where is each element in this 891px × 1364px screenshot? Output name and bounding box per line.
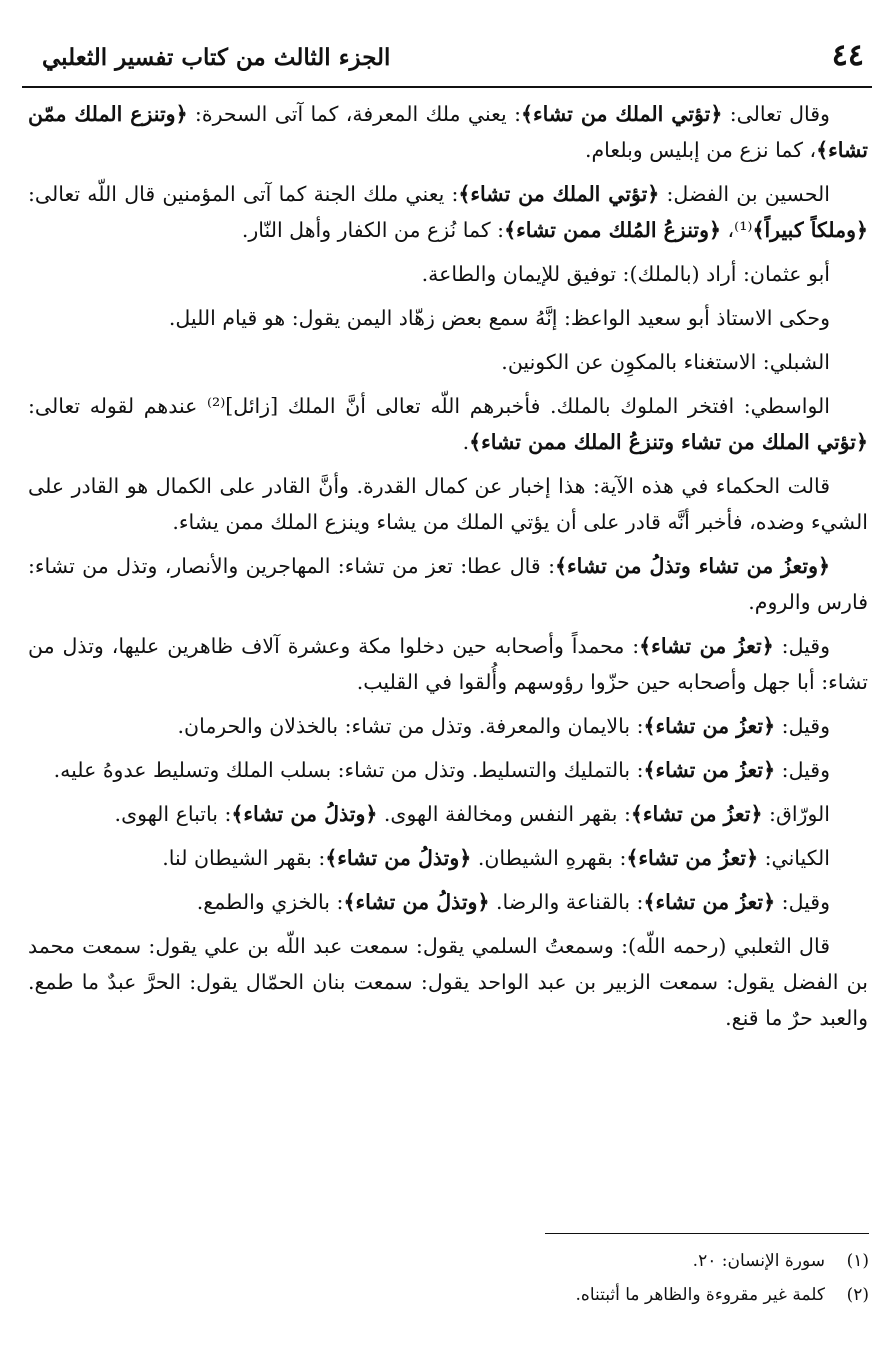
quran-quote: ﴿تؤتي الملك من تشاء﴾	[521, 102, 723, 126]
page-header	[22, 38, 872, 84]
paragraph-text: : بالخزي والطمع.	[196, 890, 344, 914]
quran-quote: ﴿تؤتي الملك من تشاء﴾	[458, 182, 660, 206]
paragraph-text: وقيل:	[775, 758, 830, 782]
paragraph-text: قال الثعلبي (رحمه اللّه): وسمعتُ السلمي يقول: سمعت عبد اللّه بن علي يقول: سمعت محمد بن الفضل يقول: سمعت الزبير بن عبد الواحد يقول: سمعت بنان الحمّال يقول: الحرَّ عبدٌ ما طمع. والعبد حرٌ ما قنع.	[28, 934, 868, 1030]
paragraph-text: الشبلي: الاستغناء بالمكوِن عن الكونين.	[501, 350, 830, 374]
quran-quote: ﴿وتذلُ من تشاء﴾	[231, 802, 378, 826]
paragraph	[28, 388, 868, 460]
quran-quote: ﴿تعزُ من تشاء﴾	[643, 714, 776, 738]
paragraph-text: وقيل:	[773, 634, 830, 658]
paragraph-text: : بقهر الشيطان لنا.	[162, 846, 326, 870]
paragraph-text: وقال تعالى:	[722, 102, 830, 126]
footnote-divider	[545, 1233, 869, 1234]
paragraph-text: : بالقناعة والرضا.	[489, 890, 644, 914]
footnote-item	[29, 1278, 869, 1312]
paragraph-text: الواسطي: افتخر الملوك بالملك. فأخبرهم اللّه تعالى أنَّ الملك [زائل]⁽²⁾ عندهم لقوله تعالى:	[28, 394, 830, 418]
paragraph-text: أبو عثمان: أراد (بالملك): توفيق للإيمان والطاعة.	[421, 262, 830, 286]
paragraph	[28, 796, 868, 832]
paragraph-text: الحسين بن الفضل:	[659, 182, 830, 206]
quran-quote: ﴿تؤتي الملك من تشاء وتنزعُ الملك ممن تشاء﴾	[469, 430, 868, 454]
paragraph-text: : بالايمان والمعرفة. وتذل من تشاء: بالخذلان والحرمان.	[177, 714, 644, 738]
paragraph-text: : كما نُزع من الكفار وأهل النّار.	[241, 218, 505, 242]
quran-quote: ﴿وملكاً كبيراً﴾	[752, 218, 868, 242]
paragraph-text: .	[462, 430, 470, 454]
paragraph-text: الكياني:	[758, 846, 830, 870]
paragraph	[28, 928, 868, 1036]
paragraph	[28, 752, 868, 788]
paragraph-text: الورّاق:	[762, 802, 830, 826]
paragraph	[28, 176, 868, 248]
footnote-number: (١)	[846, 1251, 869, 1271]
footnotes	[29, 1244, 869, 1312]
quran-quote: ﴿تعزُ من تشاء﴾	[626, 846, 759, 870]
paragraph-text: : بقهرهِ الشيطان.	[471, 846, 627, 870]
paragraph	[28, 300, 868, 336]
quran-quote: ﴿تعزُ من تشاء﴾	[630, 802, 763, 826]
paragraph-text: : قال عطا: تعز من تشاء: المهاجرين والأنصار، وتذل من تشاء: فارس والروم.	[28, 554, 868, 614]
paragraph-text: : يعني ملك الجنة كما آتى المؤمنين قال اللّه تعالى:	[28, 182, 459, 206]
paragraph	[28, 468, 868, 540]
page-number: ٤٤	[831, 38, 864, 73]
paragraph-text: وقيل:	[775, 890, 830, 914]
quran-quote: ﴿وتنزع الملك ممّن تشاء﴾	[28, 102, 868, 162]
paragraph	[28, 344, 868, 380]
quran-quote: ﴿وتنزعُ المُلك ممن تشاء﴾	[504, 218, 722, 242]
paragraph	[28, 548, 868, 620]
main-text	[28, 96, 868, 1044]
paragraph	[28, 840, 868, 876]
quran-quote: ﴿تعزُ من تشاء﴾	[639, 634, 774, 658]
running-title: الجزء الثالث من كتاب تفسير الثعلبي	[42, 44, 391, 71]
quran-quote: ﴿وتعزُ من تشاء وتذلُ من تشاء﴾	[555, 554, 830, 578]
paragraph-text: : محمداً وأصحابه حين دخلوا مكة وعشرة آلاف ظاهرين عليها، وتذل من تشاء: أبا جهل وأصحابه حين حزّوا رؤوسهم وأُلقوا في القليب.	[28, 634, 868, 694]
paragraph	[28, 884, 868, 920]
header-divider	[22, 86, 872, 88]
paragraph	[28, 628, 868, 700]
quran-quote: ﴿تعزُ من تشاء﴾	[643, 758, 776, 782]
quran-quote: ﴿تعزُ من تشاء﴾	[643, 890, 776, 914]
footnote-item	[29, 1244, 869, 1278]
paragraph-text: ، كما نزع من إبليس وبلعام.	[584, 138, 817, 162]
paragraph-text: : بقهر النفس ومخالفة الهوى.	[377, 802, 631, 826]
footnote-text: سورة الإنسان: ٢٠.	[692, 1251, 825, 1271]
quran-quote: ﴿وتذلُ من تشاء﴾	[343, 890, 490, 914]
paragraph-text: وحكى الاستاذ أبو سعيد الواعظ: إنَّهُ سمع بعض زهّاد اليمن يقول: هو قيام الليل.	[168, 306, 830, 330]
footnote-text: كلمة غير مقروءة والظاهر ما أثبتناه.	[575, 1285, 825, 1305]
paragraph	[28, 96, 868, 168]
footnote-number: (٢)	[846, 1285, 869, 1305]
paragraph-text: وقيل:	[775, 714, 830, 738]
quran-quote: ﴿وتذلُ من تشاء﴾	[325, 846, 472, 870]
paragraph-text: : بالتمليك والتسليط. وتذل من تشاء: بسلب الملك وتسليط عدوهُ عليه.	[53, 758, 644, 782]
paragraph	[28, 256, 868, 292]
paragraph-text: ⁽¹⁾،	[721, 218, 753, 242]
paragraph-text: : باتباع الهوى.	[114, 802, 232, 826]
paragraph-text: قالت الحكماء في هذه الآية: هذا إخبار عن كمال القدرة. وأنَّ القادر على الكمال هو القادر على الشيء وضده، فأخبر أنَّه قادر على أن يؤتي الملك من يشاء وينزع الملك ممن يشاء.	[28, 474, 868, 534]
paragraph	[28, 708, 868, 744]
paragraph-text: : يعني ملك المعرفة، كما آتى السحرة:	[187, 102, 521, 126]
